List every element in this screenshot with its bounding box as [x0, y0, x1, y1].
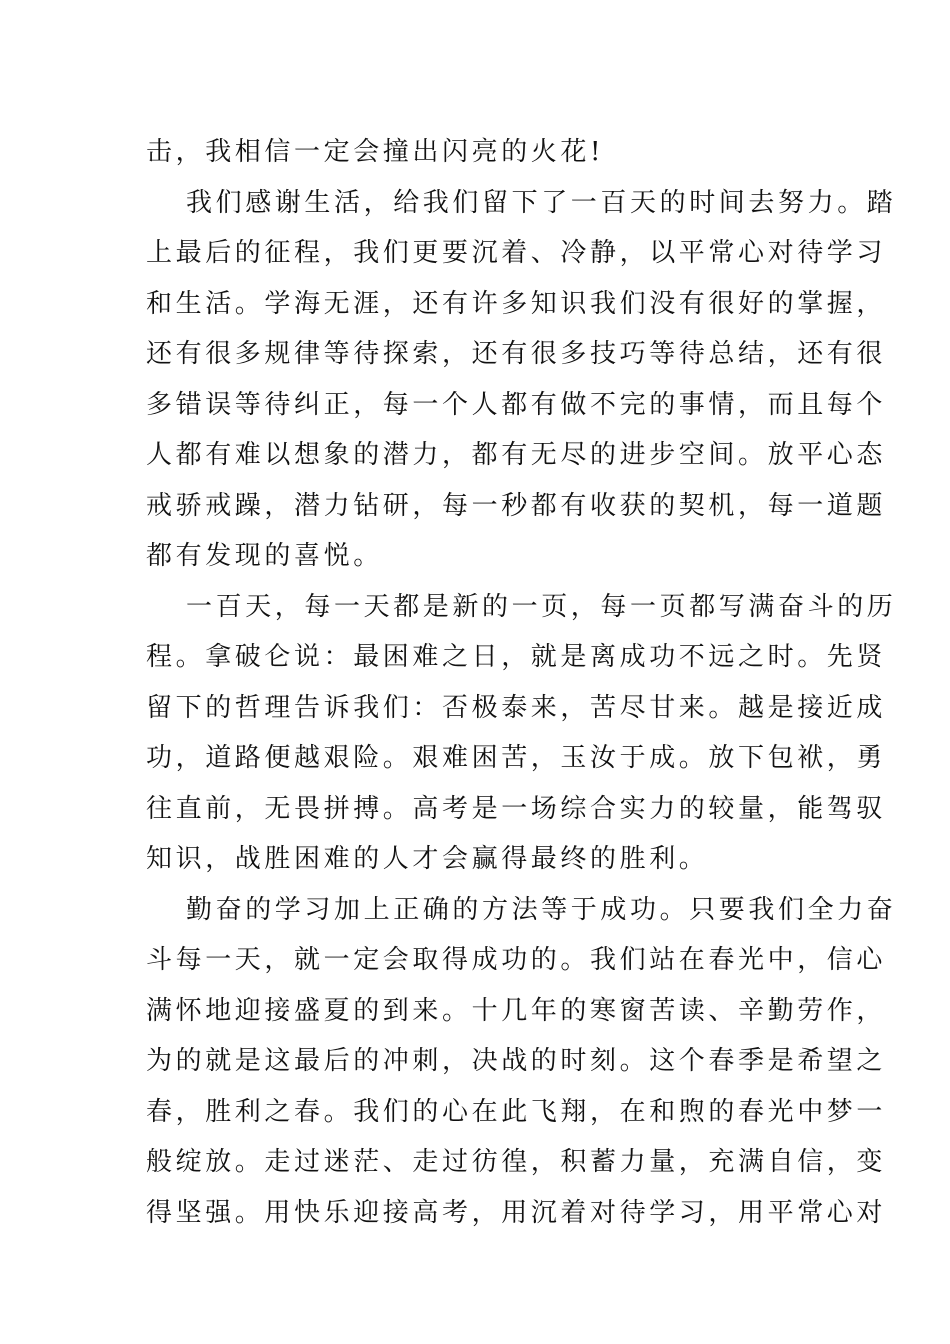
- text-line: 一百天，每一天都是新的一页，每一页都写满奋斗的历: [186, 591, 897, 622]
- text-line: 都有发现的喜悦。: [146, 541, 383, 571]
- text-line: 勤奋的学习加上正确的方法等于成功。只要我们全力奋: [186, 894, 897, 925]
- text-line: 为的就是这最后的冲刺，决战的时刻。这个春季是希望之: [146, 1046, 887, 1076]
- text-line: 留下的哲理告诉我们：否极泰来，苦尽甘来。越是接近成: [146, 692, 887, 723]
- text-line: 上最后的征程，我们更要沉着、冷静，以平常心对待学习: [146, 238, 887, 268]
- text-line: 人都有难以想象的潜力，都有无尽的进步空间。放平心态: [146, 440, 887, 470]
- text-line: 斗每一天，就一定会取得成功的。我们站在春光中，信心: [146, 945, 887, 975]
- text-line: 般绽放。走过迷茫、走过彷徨，积蓄力量，充满自信，变: [146, 1147, 887, 1177]
- text-line: 功，道路便越艰险。艰难困苦，玉汝于成。放下包袱，勇: [146, 743, 887, 773]
- document-body: [146, 127, 897, 1238]
- text-line: 击，我相信一定会撞出闪亮的火花!: [146, 137, 605, 167]
- text-line: 满怀地迎接盛夏的到来。十几年的寒窗苦读、辛勤劳作，: [146, 995, 887, 1026]
- text-line: 往直前，无畏拼搏。高考是一场综合实力的较量，能驾驭: [146, 793, 887, 824]
- paragraph: [146, 582, 897, 885]
- text-line: 还有很多规律等待探索，还有很多技巧等待总结，还有很: [146, 339, 887, 369]
- text-line: 多错误等待纠正，每一个人都有做不完的事情，而且每个: [146, 389, 887, 420]
- text-line: 春，胜利之春。我们的心在此飞翔，在和煦的春光中梦一: [146, 1096, 887, 1127]
- text-line: 知识，战胜困难的人才会赢得最终的胜利。: [146, 844, 709, 874]
- paragraph: [146, 885, 897, 1239]
- text-line: 我们感谢生活，给我们留下了一百天的时间去努力。踏: [186, 187, 897, 218]
- paragraph: [146, 178, 897, 582]
- text-line: 得坚强。用快乐迎接高考，用沉着对待学习，用平常心对: [146, 1197, 887, 1228]
- text-line: 戒骄戒躁，潜力钻研，每一秒都有收获的契机，每一道题: [146, 490, 887, 521]
- text-line: 程。拿破仑说：最困难之日，就是离成功不远之时。先贤: [146, 642, 887, 672]
- text-line: 和生活。学海无涯，还有许多知识我们没有很好的掌握，: [146, 288, 887, 319]
- paragraph: [146, 127, 811, 178]
